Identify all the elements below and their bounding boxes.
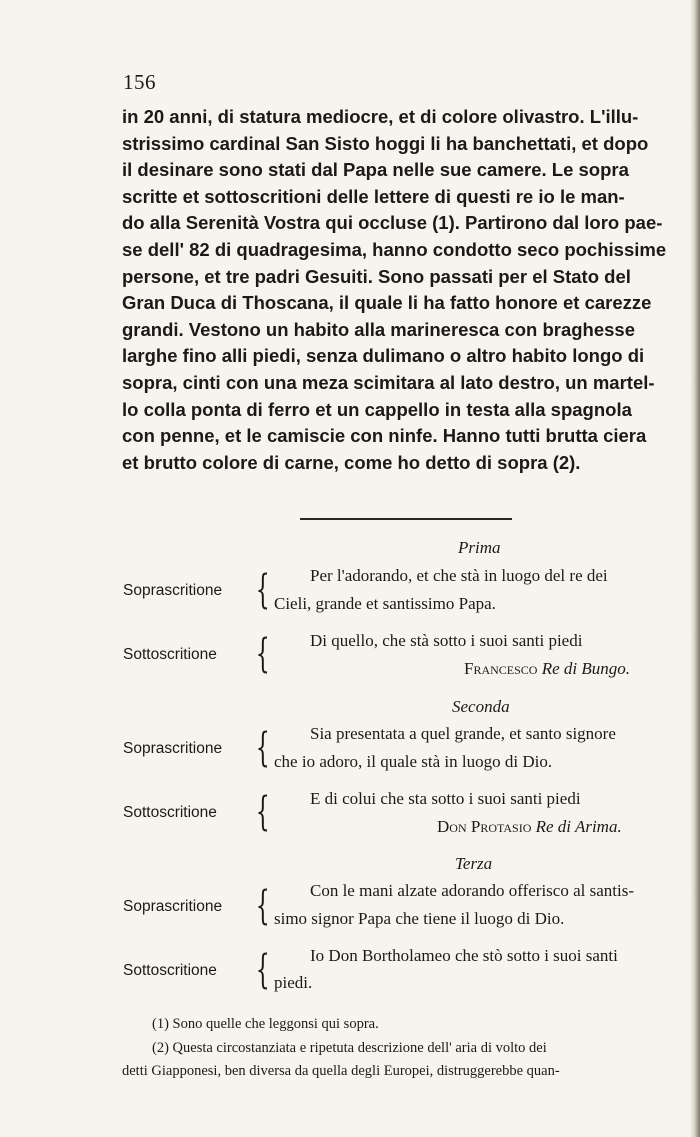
body-line: strissimo cardinal San Sisto hoggi li ha banchettati, et dopo [122,132,649,154]
brace-icon: { [255,631,270,677]
signature-line [437,817,622,837]
signature-title: Re di Bungo. [541,659,631,678]
section-title-prima: Prima [458,538,501,557]
body-paragraph [122,104,687,476]
body-line: sopra, cinti con una meza scimitara al lato destro, un martel- [122,371,655,393]
body-line: larghe fino alli piedi, senza dulimano o altro habito longo di [122,345,645,367]
label-soprascritione: Soprascritione [123,898,223,915]
body-line: Gran Duca di Thoscana, il quale li ha fatto honore et carezze [122,292,652,314]
page-number: 156 [123,70,156,94]
section-title-terza: Terza [455,854,493,873]
label-sottoscritione: Sottoscritione [123,962,217,979]
entry-line: Sia presentata a quel grande, et santo signore [310,724,616,743]
footnote-1: (1) Sono quelle che leggonsi qui sopra. [152,1016,379,1032]
entry-line: E di colui che sta sotto i suoi santi piedi [310,789,581,808]
entry-line: simo signor Papa che tiene il luogo di Dio. [274,909,565,928]
brace-icon: { [255,789,270,835]
entry-line: piedi. [274,973,313,992]
body-line: grandi. Vestono un habito alla marineresca con braghesse [122,318,636,340]
body-line: et brutto colore di carne, come ho detto di sopra (2). [122,451,581,473]
body-line: scritte et sottoscritioni delle lettere di questi re io le man- [122,185,625,207]
entry-line: Di quello, che stà sotto i suoi santi piedi [310,631,583,650]
entry-line: che io adoro, il quale stà in luogo di Dio. [274,752,553,771]
page-edge-shadow [690,0,700,1137]
footnote-2: (2) Questa circostanziata e ripetuta descrizione dell' aria di volto dei [152,1040,547,1056]
entry-line: Per l'adorando, et che stà in luogo del re dei [310,566,608,585]
label-sottoscritione: Sottoscritione [123,646,217,663]
signature-name: Francesco [464,659,538,678]
label-soprascritione: Soprascritione [123,582,223,599]
brace-icon: { [255,883,270,929]
label-soprascritione: Soprascritione [123,740,223,757]
brace-icon: { [255,725,270,771]
signature-title: Re di Arima. [535,817,622,836]
section-title-seconda: Seconda [452,697,510,716]
label-sottoscritione: Sottoscritione [123,804,217,821]
body-line: persone, et tre padri Gesuiti. Sono passati per el Stato del [122,265,631,287]
brace-icon: { [255,567,270,613]
body-line: il desinare sono stati dal Papa nelle sue camere. Le sopra [122,159,629,181]
signature-name: Don Protasio [437,817,532,836]
entry-line: Io Don Bortholameo che stò sotto i suoi santi [310,946,618,965]
body-line: in 20 anni, di statura mediocre, et di colore olivastro. L'illu- [122,106,639,127]
entry-line: Con le mani alzate adorando offerisco al santis- [310,881,634,900]
brace-icon: { [255,947,270,993]
signature-line [464,659,630,679]
body-line: con penne, et le camiscie con ninfe. Hanno tutti brutta ciera [122,425,647,447]
body-line: se dell' 82 di quadragesima, hanno condotto seco pochissime [122,238,667,260]
entry-line: Cieli, grande et santissimo Papa. [274,594,496,613]
section-divider [300,518,512,520]
body-line: lo colla ponta di ferro et un cappello in testa alla spagnola [122,398,632,420]
footnote-2-continued: detti Giapponesi, ben diversa da quella degli Europei, distruggerebbe quan- [122,1063,560,1079]
body-line: do alla Serenità Vostra qui occluse (1). Partirono dal loro pae- [122,212,663,234]
